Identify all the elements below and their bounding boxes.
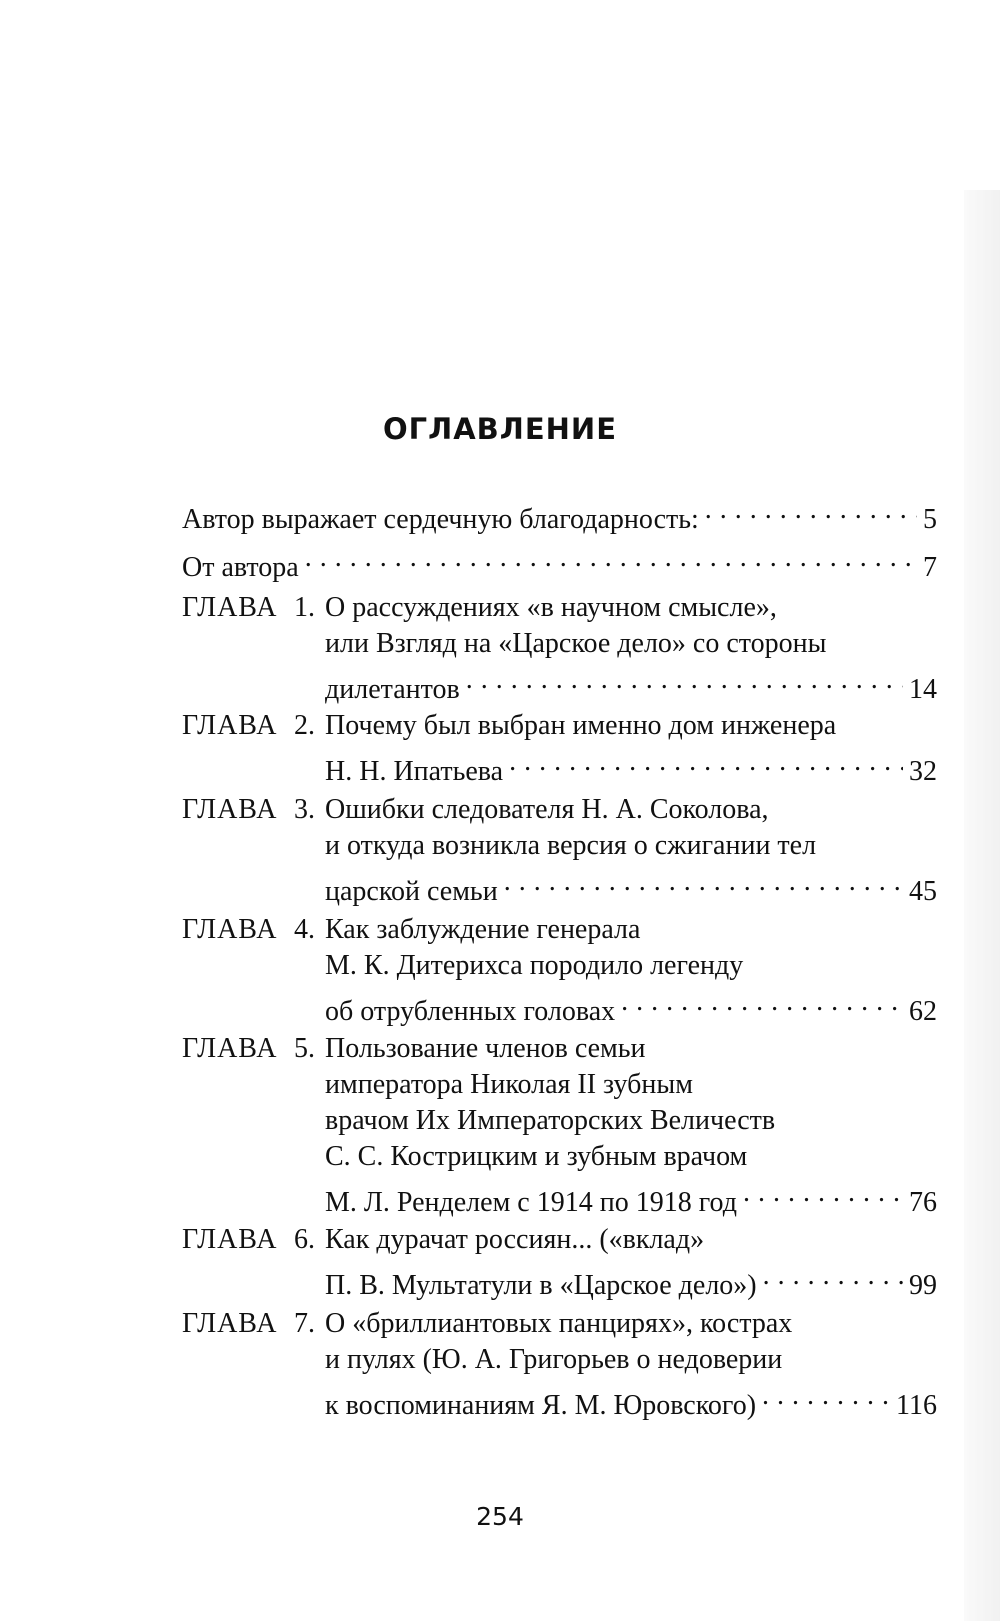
page-edge-shadow — [964, 190, 1000, 1621]
chapter-title-line: царской семьи — [325, 876, 498, 907]
chapter-title-line[interactable]: и пулях (Ю. А. Григорьев о недоверии — [325, 1344, 783, 1375]
chapter-title-line[interactable]: Как заблуждение генерала — [325, 914, 641, 945]
chapter-label: ГЛАВА — [182, 794, 278, 825]
chapter-title-line: Н. Н. Ипатьева — [325, 756, 504, 787]
chapter-title-line[interactable]: Пользование членов семьи — [325, 1033, 646, 1064]
dot-leader — [762, 1378, 890, 1414]
page-number: 254 — [476, 1502, 524, 1531]
chapter-number: 2. — [294, 710, 315, 741]
chapter-title-line[interactable]: С. С. Кострицким и зубным врачом — [325, 1141, 748, 1172]
chapter-title-line[interactable]: Почему был выбран именно дом инженера — [325, 710, 837, 741]
chapter-title-last-line[interactable] — [325, 662, 937, 705]
chapter-number: 1. — [294, 592, 315, 623]
chapter-number: 7. — [294, 1308, 315, 1339]
chapter-title-last-line[interactable] — [325, 864, 937, 907]
chapter-title-line[interactable]: Как дурачат россиян... («вклад» — [325, 1224, 705, 1255]
chapter-title-last-line[interactable] — [325, 1258, 937, 1301]
dot-leader — [705, 492, 917, 528]
toc-page-number: 76 — [909, 1187, 937, 1218]
chapter-label: ГЛАВА — [182, 1224, 278, 1255]
chapter-number: 6. — [294, 1224, 315, 1255]
chapter-title-line[interactable]: или Взгляд на «Царское дело» со стороны — [325, 628, 827, 659]
dot-leader — [504, 864, 903, 900]
chapter-title-line: дилетантов — [325, 674, 460, 705]
toc-page-number: 116 — [896, 1390, 937, 1421]
page-title: ОГЛАВЛЕНИЕ — [382, 412, 617, 446]
toc-page-number: 7 — [923, 552, 937, 583]
chapter-label: ГЛАВА — [182, 710, 278, 741]
toc-entry-title: От автора — [182, 552, 299, 583]
toc-page-number: 14 — [909, 674, 937, 705]
dot-leader — [621, 984, 903, 1020]
toc-page-number: 45 — [909, 876, 937, 907]
chapter-title-line[interactable]: О рассуждениях «в научном смысле», — [325, 592, 777, 623]
dot-leader — [763, 1258, 903, 1294]
dot-leader — [466, 662, 903, 698]
chapter-number: 3. — [294, 794, 315, 825]
chapter-title-last-line[interactable] — [325, 1378, 937, 1421]
chapter-title-last-line[interactable] — [325, 744, 937, 787]
chapter-title-line[interactable]: и откуда возникла версия о сжигании тел — [325, 830, 817, 861]
chapter-title-line[interactable]: Ошибки следователя Н. А. Соколова, — [325, 794, 769, 825]
toc-page-number: 99 — [909, 1270, 937, 1301]
chapter-title-line: М. Л. Ренделем с 1914 по 1918 год — [325, 1187, 737, 1218]
chapter-title-last-line[interactable] — [325, 1175, 937, 1218]
chapter-title-line[interactable]: императора Николая II зубным — [325, 1069, 693, 1100]
chapter-number: 4. — [294, 914, 315, 945]
chapter-title-line: П. В. Мультатули в «Царское дело») — [325, 1270, 757, 1301]
dot-leader — [305, 540, 917, 576]
toc-page-number: 62 — [909, 996, 937, 1027]
dot-leader — [743, 1175, 903, 1211]
chapter-label: ГЛАВА — [182, 592, 278, 623]
dot-leader — [509, 744, 903, 780]
chapter-label: ГЛАВА — [182, 914, 278, 945]
chapter-title-line[interactable]: врачом Их Императорских Величеств — [325, 1105, 776, 1136]
chapter-title-line: к воспоминаниям Я. М. Юровского) — [325, 1390, 757, 1421]
chapter-title-line[interactable]: М. К. Дитерихса породило легенду — [325, 950, 744, 981]
toc-page-number: 5 — [923, 504, 937, 535]
chapter-label: ГЛАВА — [182, 1033, 278, 1064]
chapter-label: ГЛАВА — [182, 1308, 278, 1339]
chapter-title-line: об отрубленных головах — [325, 996, 616, 1027]
toc-page-number: 32 — [909, 756, 937, 787]
toc-entry-from-author[interactable] — [182, 540, 937, 583]
chapter-title-line[interactable]: О «бриллиантовых панцирях», кострах — [325, 1308, 793, 1339]
toc-entry-acknowledgements[interactable] — [182, 492, 937, 535]
toc-entry-title: Автор выражает сердечную благодарность: — [182, 504, 699, 535]
chapter-number: 5. — [294, 1033, 315, 1064]
chapter-title-last-line[interactable] — [325, 984, 937, 1027]
